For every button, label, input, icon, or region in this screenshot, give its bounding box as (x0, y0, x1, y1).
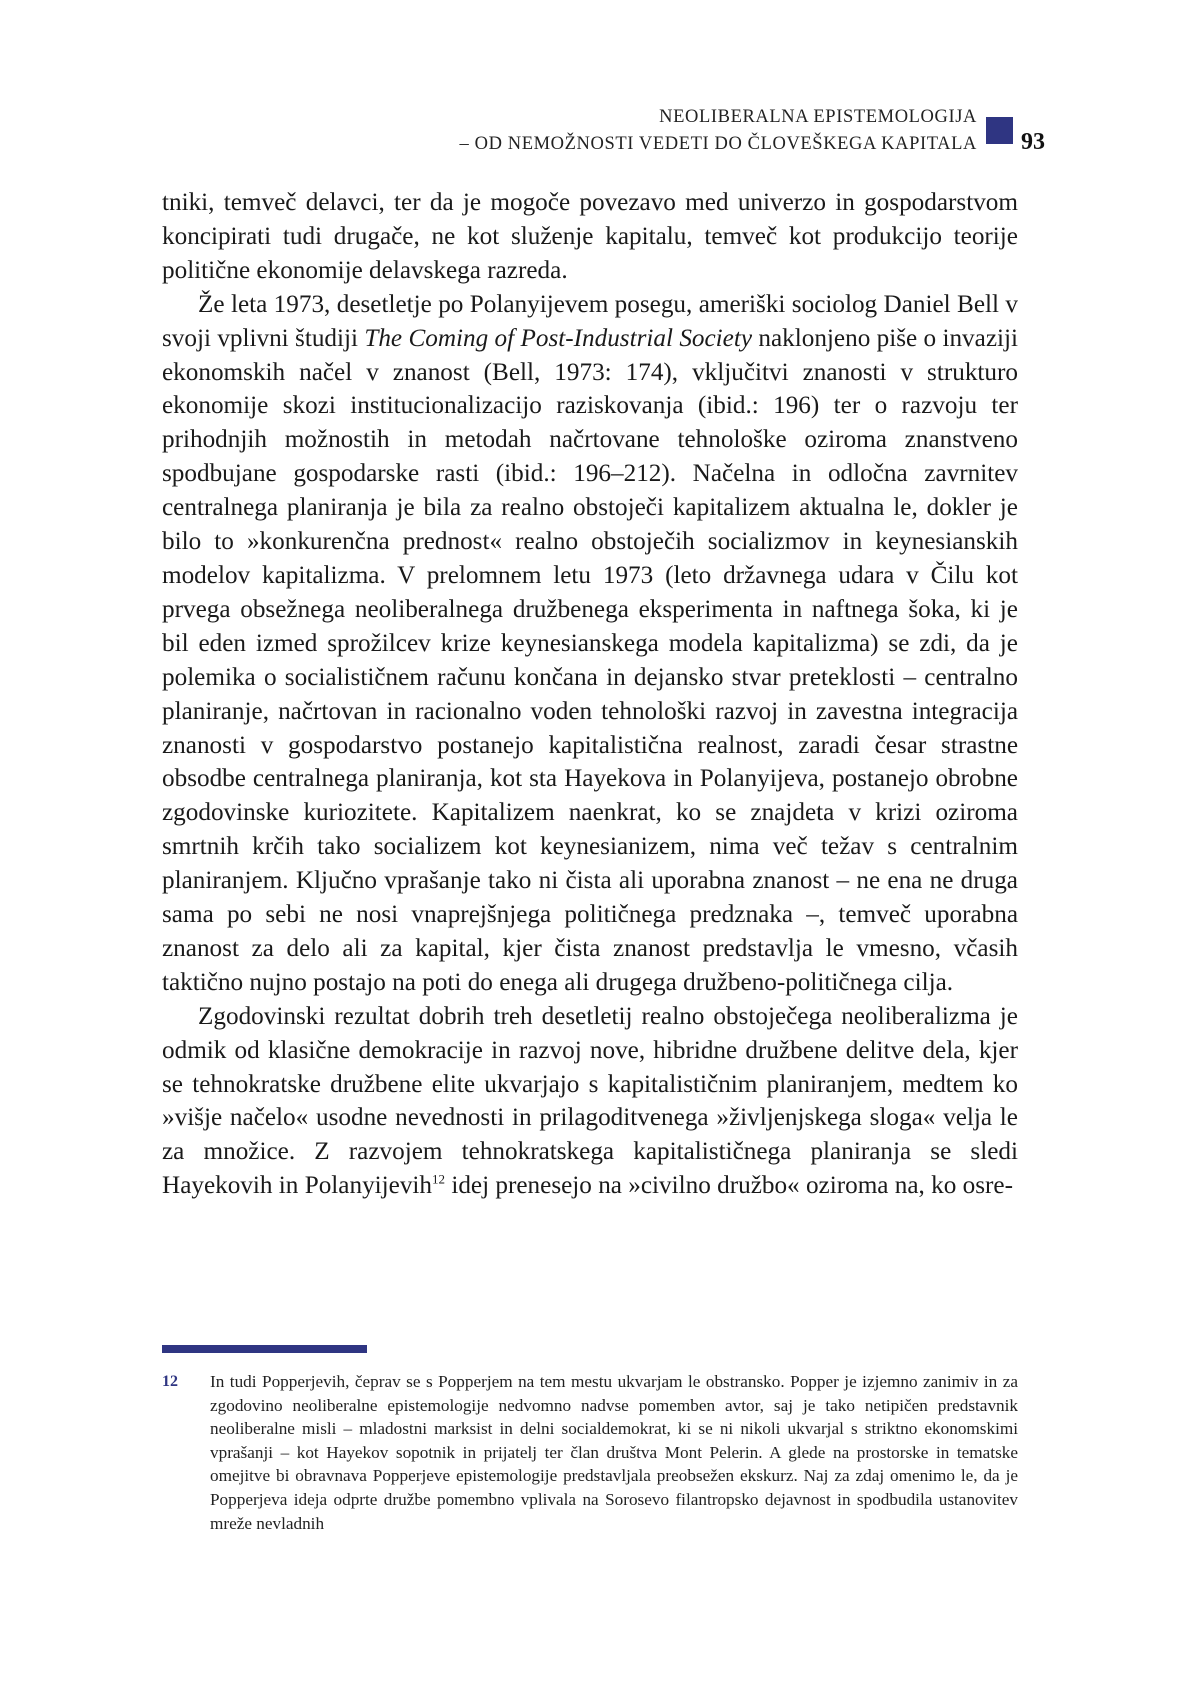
footnote-divider (162, 1345, 367, 1353)
footnote (162, 1370, 1018, 1535)
book-title: The Coming of Post-Industrial Society (364, 324, 753, 352)
paragraph-1: tniki, temveč delavci, ter da je mogoče povezavo med univerzo in gospodarstvom koncipirati tudi drugače, ne kot služenje kapitalu, temveč kot produkcijo teorije politične ekonomije delavskega razreda. (162, 189, 1018, 284)
footnote-reference[interactable]: 12 (432, 1171, 446, 1187)
footnote-text: In tudi Popperjevih, čeprav se s Popperjem na tem mestu ukvarjam le obstransko. Popper je izjemno zanimiv in za zgodovino neoliberalne epistemologije nedvomno nadvse pomemben avtor, saj je tako netipičen predstavnik neoliberalne misli – mladostni marksist in delni socialdemokrat, ki se ni nikoli ukvarjal s striktno ekonomskimi vprašanji – kot Hayekov sopotnik in prijatelj ter član društva Mont Pelerin. A glede na prostorske in tematske omejitve bi obravnava Popperjeve epistemologije predstavljala preobsežen ekskurz. Naj za zdaj omenimo le, da je Popperjeva ideja odprte družbe pomembno vplivala na Sorosevo filantropsko dejavnost in spodbudila ustanovitev mreže nevladnih (210, 1372, 1018, 1533)
paragraph-2-rest: naklonjeno piše o invaziji ekonomskih načel v znanost (Bell, 1973: 174), vključitvi znanosti v strukturo ekonomije skozi institucionalizacijo raziskovanja (ibid.: 196) ter o razvoju ter prihodnjih možnostih in metodah načrtovane tehnološke oziroma znanstveno spodbujane gospodarske rasti (ibid.: 196–212). Načelna in odločna zavrnitev centralnega planiranja je bila za realno obstoječi kapitalizem aktualna le, dokler je bilo to »konkurenčna prednost« realno obstoječih socializmov in keynesianskih modelov kapitalizma. V prelomnem letu 1973 (leto državnega udara v Čilu kot prvega obsežnega neoliberalnega družbenega eksperimenta in naftnega šoka, ki je bil eden izmed sprožilcev krize keynesianskega modela kapitalizma) se zdi, da je polemika o socialističnem računu končana in dejansko stvar preteklosti – centralno planiranje, načrtovan in racionalno voden tehnološki razvoj in zavestna integracija znanosti v gospodarstvo postanejo kapitalistična realnost, zaradi česar strastne obsodbe centralnega planiranja, kot sta Hayekova in Polanyijeva, postanejo obrobne zgodovinske kuriozitete. Kapitalizem naenkrat, ko se znajdeta v krizi oziroma smrtnih krčih tako socializem kot keynesianizem, nima več težav s centralnim planiranjem. Ključno vprašanje tako ni čista ali uporabna znanost – ne ena ne druga sama po sebi ne nosi vnaprejšnjega političnega predznaka –, temveč uporabna znanost za delo ali za kapital, kjer čista znanost predstavlja le vmesno, včasih taktično nujno postajo na poti do enega ali drugega družbeno-političnega cilja. (162, 324, 1018, 996)
body-text (162, 186, 1018, 1203)
running-head-line-1: NEOLIBERALNA EPISTEMOLOGIJA (659, 107, 977, 127)
paragraph-2-lead: Že leta 1973, desetletje po Polanyijevem posegu, ameriški sociolog Daniel Bell v svoji vplivni študiji (162, 290, 1018, 352)
header-square-marker (986, 117, 1013, 144)
footnote-number: 12 (162, 1373, 178, 1390)
paragraph-2 (162, 288, 1018, 1000)
page-number: 93 (1021, 129, 1045, 155)
paragraph-3-lead: Zgodovinski rezultat dobrih treh desetletij realno obstoječega neoliberalizma je odmik od klasične demokracije in razvoj nove, hibridne družbene delitve dela, kjer se tehnokratske družbene elite ukvarjajo s kapitalističnim planiranjem, medtem ko »višje načelo« usodne nevednosti in prilagoditvenega »življenjskega sloga« velja le za množice. Z razvojem tehnokratskega kapitalističnega planiranja se sledi Hayekovih in Polanyijevih (162, 1002, 1018, 1200)
paragraph-3-rest: idej prenesejo na »civilno družbo« oziroma na, ko osre- (445, 1172, 1013, 1200)
running-head (460, 104, 977, 158)
paragraph-3 (162, 1000, 1018, 1203)
running-head-line-2: – OD NEMOŽNOSTI VEDETI DO ČLOVEŠKEGA KAPITALA (459, 134, 977, 154)
